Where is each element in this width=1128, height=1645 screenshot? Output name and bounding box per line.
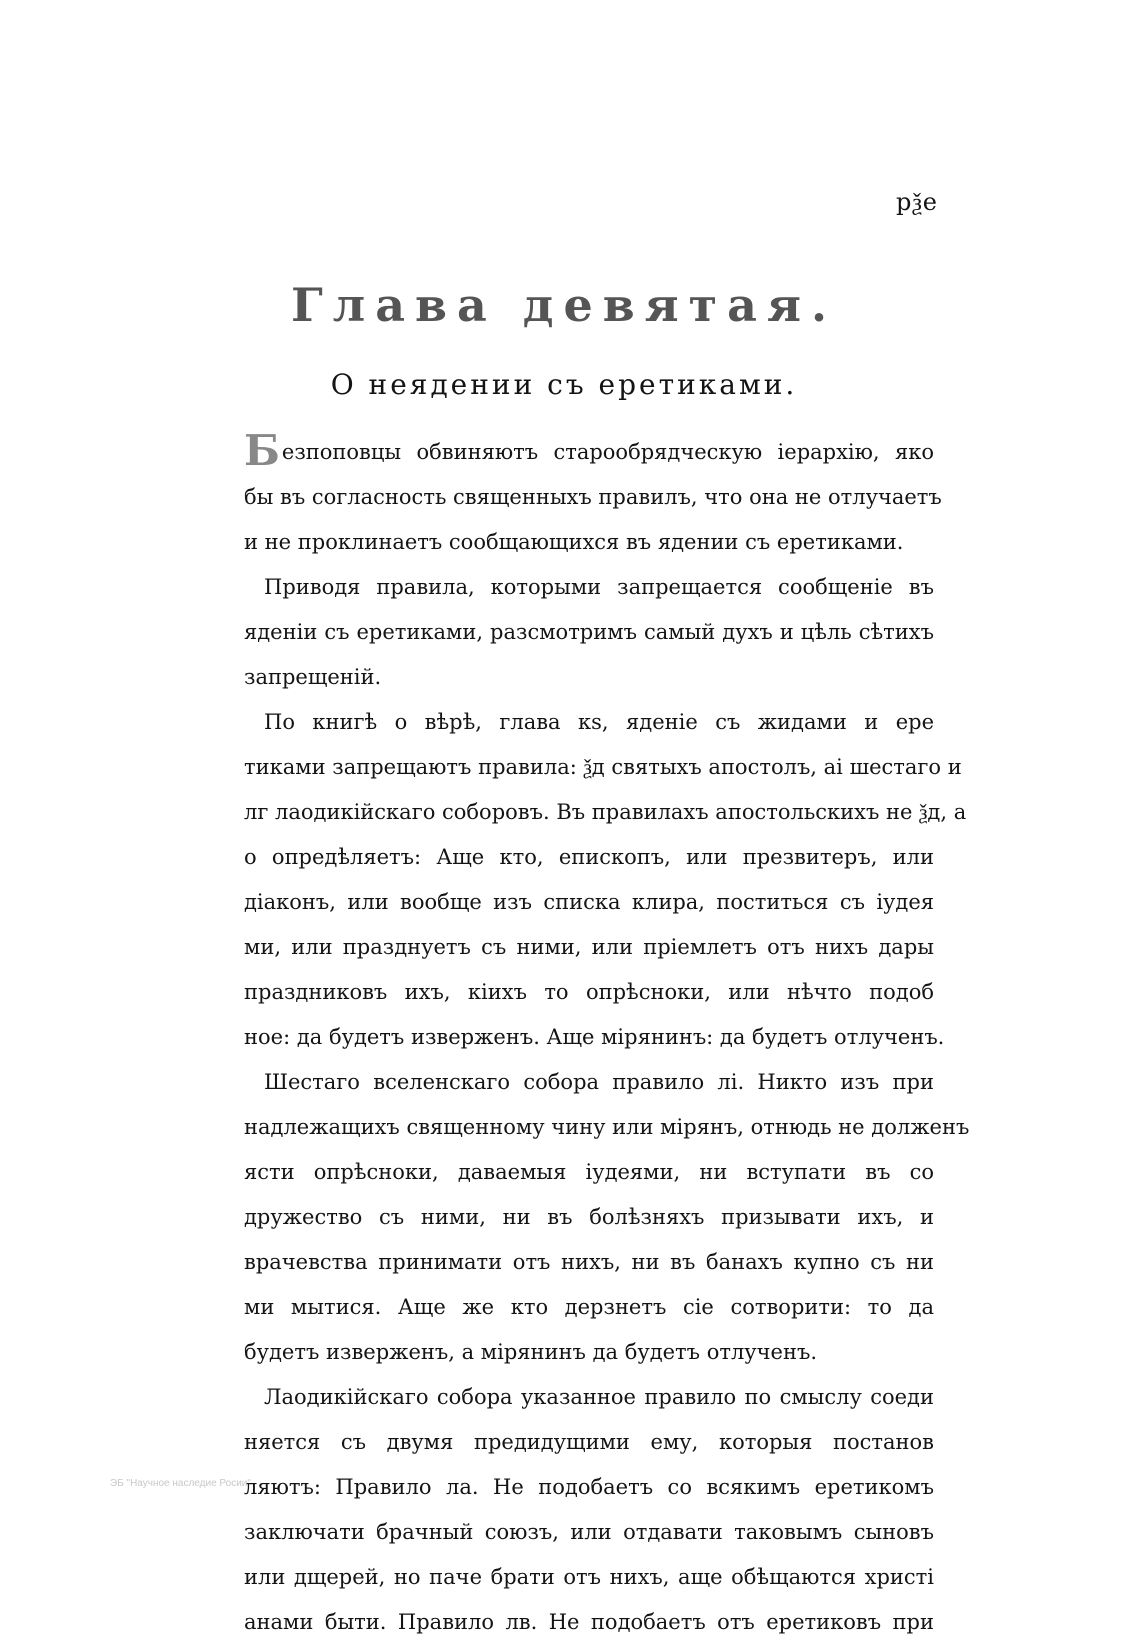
- text-line: надлежащихъ священному чину или мiрянъ, отнюдь не долженъ: [244, 1115, 970, 1139]
- text-line: бы въ согласность священныхъ правилъ, что она не отлучаетъ: [244, 485, 942, 509]
- text-line: няется съ двумя предидущими ему, которыя постанов: [244, 1430, 934, 1454]
- text-line: врачевства принимати отъ нихъ, ни въ банахъ купно съ ни: [244, 1250, 934, 1274]
- library-watermark: ЭБ "Научное наследие Росии": [110, 1478, 251, 1489]
- text-line: Лаодикiйскаго собора указанное правило по смыслу соеди: [264, 1385, 934, 1409]
- text-line: лг лаодикiйскаго соборовъ. Въ правилахъ апостольскихъ не ѯд, а: [244, 800, 967, 824]
- body-text: [244, 426, 970, 1645]
- text-line: праздниковъ ихъ, кiихъ то опрѣсноки, или нѣчто подоб: [244, 980, 934, 1004]
- text-line: о опредѣляетъ: Аще кто, епископъ, или презвитеръ, или: [244, 845, 934, 869]
- text-line: ми, или празднуетъ съ ними, или прiемлетъ отъ нихъ дары: [244, 935, 934, 959]
- text-line: или дщерей, но паче брати отъ нихъ, аще обѣщаются христi: [244, 1565, 934, 1589]
- text-line: тиками запрещаютъ правила: ѯд святыхъ апостолъ, аi шестаго и: [244, 755, 962, 779]
- text-line: будетъ изверженъ, а мiрянинъ да будетъ отлученъ.: [244, 1340, 818, 1364]
- text-line: [244, 426, 934, 475]
- drop-cap: Б: [244, 426, 280, 475]
- text-line: ясти опрѣсноки, даваемыя iудеями, ни вступати въ со: [244, 1160, 934, 1184]
- text-line: Приводя правила, которыми запрещается сообщенiе въ: [264, 575, 934, 599]
- text-line: заключати брачный союзъ, или отдавати таковымъ сыновъ: [244, 1520, 934, 1544]
- text-line: и не проклинаетъ сообщающихся въ ядении съ еретиками.: [244, 530, 904, 554]
- text-line: анами быти. Правило лв. Не подобаетъ отъ еретиковъ при: [244, 1610, 934, 1634]
- text-line: ми мытися. Аще же кто дерзнетъ сiе сотворити: то да: [244, 1295, 934, 1319]
- text-line: запрещенiй.: [244, 665, 382, 689]
- chapter-subtitle: О неядении съ еретиками.: [330, 368, 798, 401]
- chapter-title: Глава девятая.: [291, 278, 837, 332]
- page-number: рѯе: [895, 188, 938, 216]
- text-line: Шестаго вселенскаго собора правило лi. Никто изъ при: [264, 1070, 934, 1094]
- text-line: дружество съ ними, ни въ болѣзняхъ призывати ихъ, и: [244, 1205, 934, 1229]
- text-line: дiаконъ, или вообще изъ списка клира, поститься съ iудея: [244, 890, 934, 914]
- text-line: По книгѣ о вѣрѣ, глава кѕ, яденiе съ жидами и ере: [264, 710, 934, 734]
- text-line: ляютъ: Правило ла. Не подобаетъ со всякимъ еретикомъ: [244, 1475, 934, 1499]
- text-line: яденiи съ еретиками, разсмотримъ самый духъ и цѣль сѣтихъ: [244, 620, 934, 644]
- text-line: ное: да будетъ изверженъ. Аще мiрянинъ: да будетъ отлученъ.: [244, 1025, 945, 1049]
- text-line-content: езпоповцы обвиняютъ старообрядческую iерархiю, яко: [281, 440, 934, 464]
